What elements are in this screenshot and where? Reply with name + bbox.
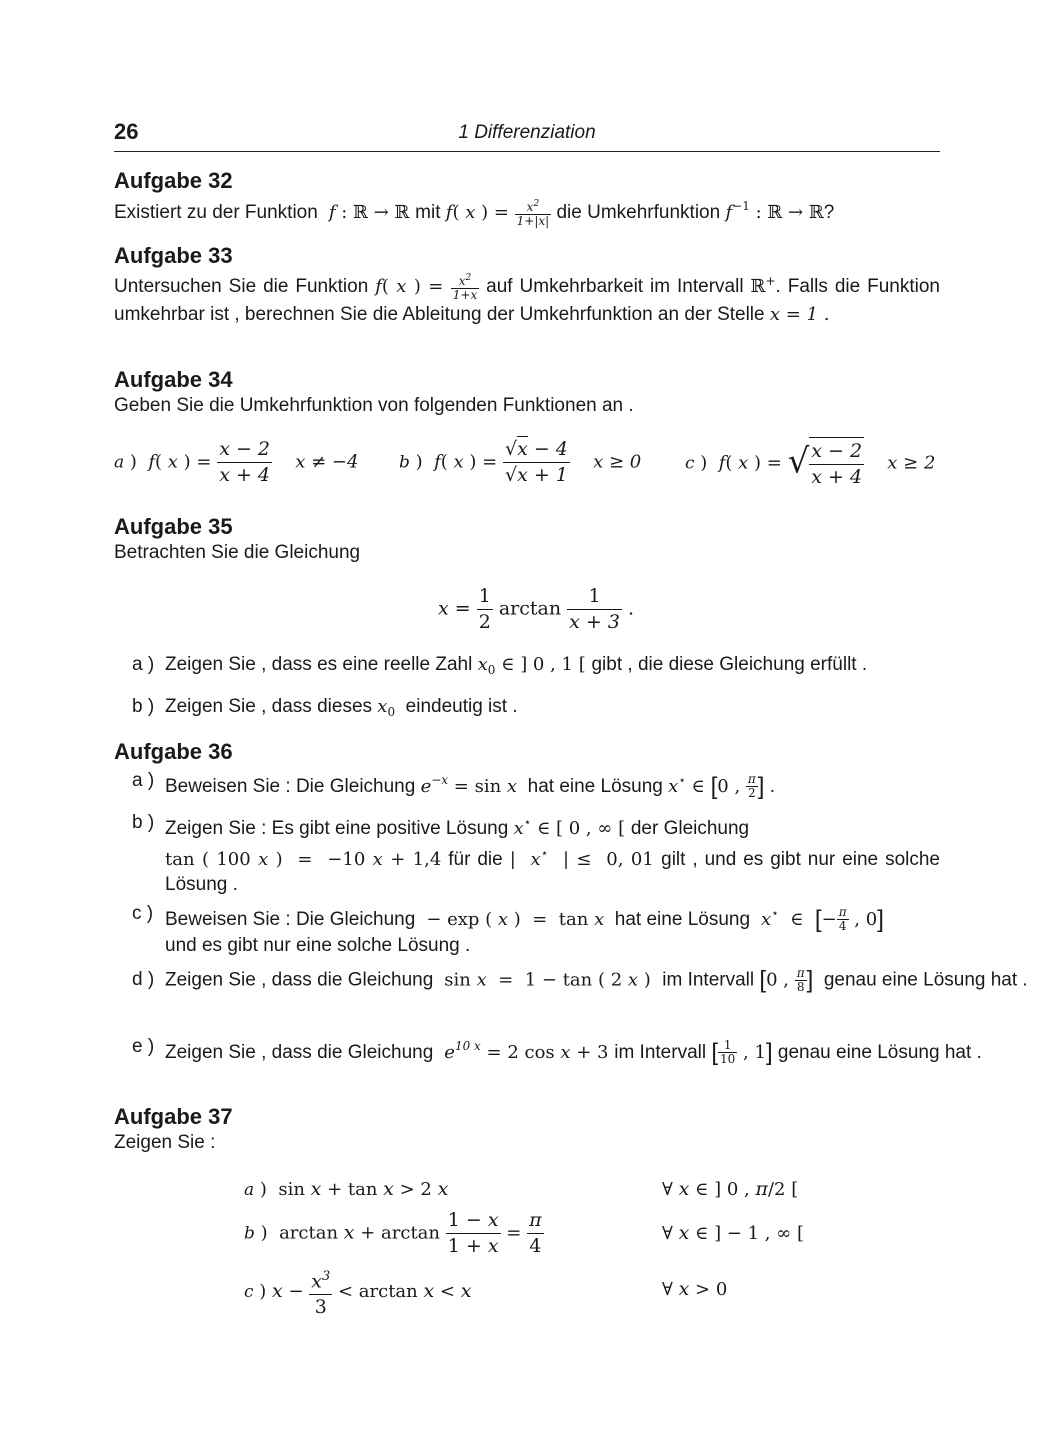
task-title: Aufgabe 37	[114, 1104, 233, 1129]
task-text: Zeigen Sie :	[114, 1132, 216, 1153]
inequality-c: c ) x − $\frac{x^3}{3}$ < arctan x < x	[244, 1264, 471, 1320]
task-36-item-e: e ) Zeigen Sie , dass die Gleichung $e^{10 x} = 2$ cos x + 3 im Intervall [ $\frac{1}{10}$ , 1] genau eine Lösung hat .	[132, 1036, 982, 1067]
task-36-item-b: b ) Zeigen Sie : Es gibt eine positive Lösung x⋆ ∈ [ 0 , ∞ [ der Gleichung tan ( 100 x ) = −10 x + 1,4 für die | x⋆ | ≤ 0, 01 gilt , und es gibt nur eine solche Lösung .	[132, 812, 940, 895]
condition-a: ∀ x ∈ ] 0 , π/2 [	[662, 1178, 799, 1200]
task-32	[114, 168, 940, 228]
task-35-item-b: b ) Zeigen Sie , dass dieses $x_0$ eindeutig ist .	[132, 696, 518, 719]
task-34-functions	[114, 437, 940, 497]
function-c: c ) f( x ) = √ $\frac{x - 2}{x + 4}$ x ≥ 2	[685, 437, 935, 490]
task-title: Aufgabe 36	[114, 739, 233, 764]
page-header	[114, 117, 940, 152]
inequality-b: b ) arctan x + arctan $\frac{1 - x}{1 + x}$ = $\frac{\pi}{4}$	[244, 1209, 542, 1257]
task-33	[114, 243, 940, 327]
inequality-a: a ) sin x + tan x > 2 x	[244, 1178, 449, 1200]
condition-b: ∀ x ∈ ] − 1 , ∞ [	[662, 1222, 804, 1244]
task-text: Existiert zu der Funktion f : ℝ → ℝ mit f( x ) = $\frac{x^2}{1+|x|}$ die Umkehrfunktion $f^{-1}$ : ℝ → ℝ?	[114, 198, 835, 228]
equation-35: x = $\frac{1}{2}$ arctan $\frac{1}{x + 3}$ .	[438, 585, 635, 633]
task-35	[114, 514, 940, 565]
task-text: Betrachten Sie die Gleichung	[114, 542, 361, 563]
task-36-item-a: a ) Beweisen Sie : Die Gleichung $e^{-x} = \sin x$ hat eine Lösung x⋆ ∈ [0 , $\frac{\pi}{2}$ ] .	[132, 770, 776, 801]
task-text: Geben Sie die Umkehrfunktion von folgenden Funktionen an .	[114, 395, 634, 416]
condition-c: ∀ x > 0	[662, 1278, 728, 1300]
task-37	[114, 1104, 940, 1155]
page-number: 26	[114, 119, 139, 144]
task-title: Aufgabe 32	[114, 168, 233, 193]
chapter-title: 1 Differenziation	[458, 122, 596, 143]
task-text: Untersuchen Sie die Funktion f( x ) = $\frac{x^2}{1+x}$ auf Umkehrbarkeit im Intervall ℝ+. Falls die Funktion umkehrbar ist , berechnen Sie die Ableitung der Umkehrfunktion an der Stelle x = 1 .	[114, 272, 940, 325]
task-36-item-c: c ) Beweisen Sie : Die Gleichung − exp ( x ) = tan x hat eine Lösung x⋆ ∈ [− $\frac{\pi}{4}$ , 0] und es gibt nur eine solche Lösung .	[132, 903, 884, 957]
task-35-item-a: a ) Zeigen Sie , dass es eine reelle Zahl $x_0$ ∈ ] 0 , 1 [ gibt , die diese Gleichung erfüllt .	[132, 654, 868, 677]
task-34	[114, 367, 940, 418]
function-a: a ) f( x ) = $\frac{x - 2}{x + 4}$ x ≠ −4	[114, 438, 359, 486]
task-title: Aufgabe 35	[114, 514, 233, 539]
function-b: b ) f( x ) = $\frac{√x - 4}{√x + 1}$ x ≥ 0	[399, 438, 642, 486]
task-36-item-d: d ) Zeigen Sie , dass die Gleichung sin x = 1 − tan ( 2 x ) im Intervall [0 , $\frac{\pi}{8}$ ] genau eine Lösung hat .	[132, 966, 1028, 994]
task-title: Aufgabe 33	[114, 243, 233, 268]
task-title: Aufgabe 34	[114, 367, 233, 392]
task-36	[114, 739, 940, 765]
